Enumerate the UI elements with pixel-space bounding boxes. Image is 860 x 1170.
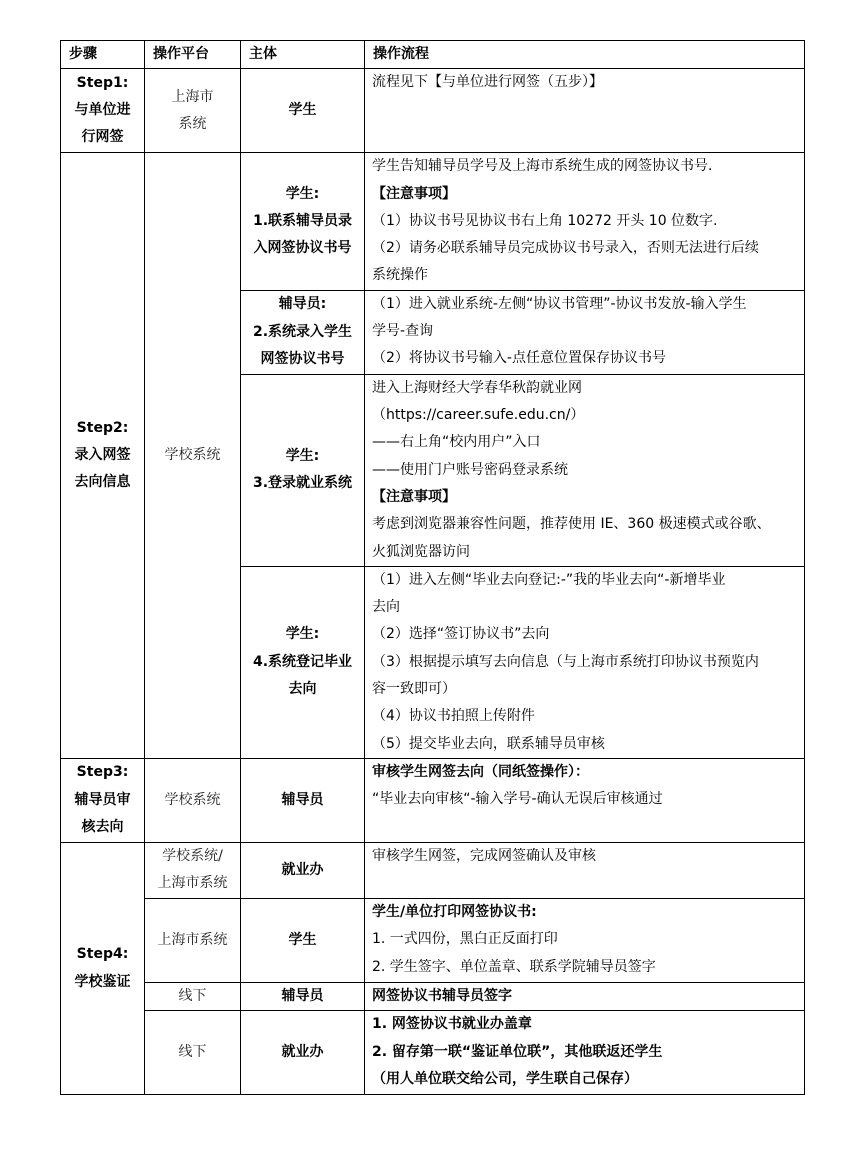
step2-subject-3: 学生: 3.登录就业系统: [241, 374, 365, 566]
step4-subject-1: 就业办: [241, 842, 365, 898]
step2-process-2: （1）进入就业系统-左侧“协议书管理”-协议书发放-输入学生 学号-查询 （2）将协议书号输入-点任意位置保存协议书号: [365, 290, 805, 374]
step2-subject-4: 学生: 4.系统登记毕业 去向: [241, 566, 365, 758]
step4-process-3: 网签协议书辅导员签字: [365, 982, 805, 1010]
header-process: 操作流程: [365, 41, 805, 69]
step4-platform-4: 线下: [145, 1011, 241, 1095]
step4-subject-3: 辅导员: [241, 982, 365, 1010]
header-subject: 主体: [241, 41, 365, 69]
step1-title: Step1: 与单位进 行网签: [61, 69, 145, 153]
step1-row: [61, 69, 805, 153]
step4-row-3: [61, 982, 805, 1010]
header-step: 步骤: [61, 41, 145, 69]
step4-row-2: [61, 898, 805, 982]
step2-platform: 学校系统: [145, 153, 241, 759]
step3-platform: 学校系统: [145, 758, 241, 842]
step2-subject-2: 辅导员: 2.系统录入学生 网签协议书号: [241, 290, 365, 374]
step2-title: Step2: 录入网签 去向信息: [61, 153, 145, 759]
step3-process: 审核学生网签去向（同纸签操作）： “毕业去向审核“-输入学号-确认无误后审核通过: [365, 758, 805, 842]
step2-row-1: [61, 153, 805, 290]
step4-subject-2: 学生: [241, 898, 365, 982]
step4-subject-4: 就业办: [241, 1011, 365, 1095]
step1-platform: 上海市 系统: [145, 69, 241, 153]
header-platform: 操作平台: [145, 41, 241, 69]
step4-row-4: [61, 1011, 805, 1095]
table-header-row: [61, 41, 805, 69]
step2-process-3: 进入上海财经大学春华秋韵就业网 （https://career.sufe.edu.cn/） ——右上角“校内用户”入口 ——使用门户账号密码登录系统 【注意事项】 考虑到浏览器兼容性问题，推荐使用 IE、360 极速模式或谷歌、 火狐浏览器访问: [365, 374, 805, 566]
step4-title: Step4: 学校鉴证: [61, 842, 145, 1094]
step1-subject: 学生: [241, 69, 365, 153]
step4-process-1: 审核学生网签，完成网签确认及审核: [365, 842, 805, 898]
step3-row: [61, 758, 805, 842]
step2-process-4: （1）进入左侧“毕业去向登记:-”我的毕业去向“-新增毕业 去向 （2）选择“签订协议书”去向 （3）根据提示填写去向信息（与上海市系统打印协议书预览内 容一致即可） （4）协议书拍照上传附件 （5）提交毕业去向，联系辅导员审核: [365, 566, 805, 758]
process-table: [60, 40, 805, 1095]
step4-platform-1: 学校系统/ 上海市系统: [145, 842, 241, 898]
step3-subject: 辅导员: [241, 758, 365, 842]
step1-process: 流程见下【与单位进行网签（五步）】: [365, 69, 805, 153]
step4-platform-2: 上海市系统: [145, 898, 241, 982]
step4-row-1: [61, 842, 805, 898]
step3-title: Step3: 辅导员审 核去向: [61, 758, 145, 842]
step2-process-1: 学生告知辅导员学号及上海市系统生成的网签协议书号. 【注意事项】 （1）协议书号见协议书右上角 10272 开头 10 位数字. （2）请务必联系辅导员完成协议书号录入，否则无法进行后续 系统操作: [365, 153, 805, 290]
step4-process-4: 1. 网签协议书就业办盖章 2. 留存第一联“鉴证单位联”，其他联返还学生 （用人单位联交给公司，学生联自己保存）: [365, 1011, 805, 1095]
step2-subject-1: 学生: 1.联系辅导员录 入网签协议书号: [241, 153, 365, 290]
step4-platform-3: 线下: [145, 982, 241, 1010]
step4-process-2: 学生/单位打印网签协议书: 1. 一式四份，黑白正反面打印 2. 学生签字、单位盖章、联系学院辅导员签字: [365, 898, 805, 982]
